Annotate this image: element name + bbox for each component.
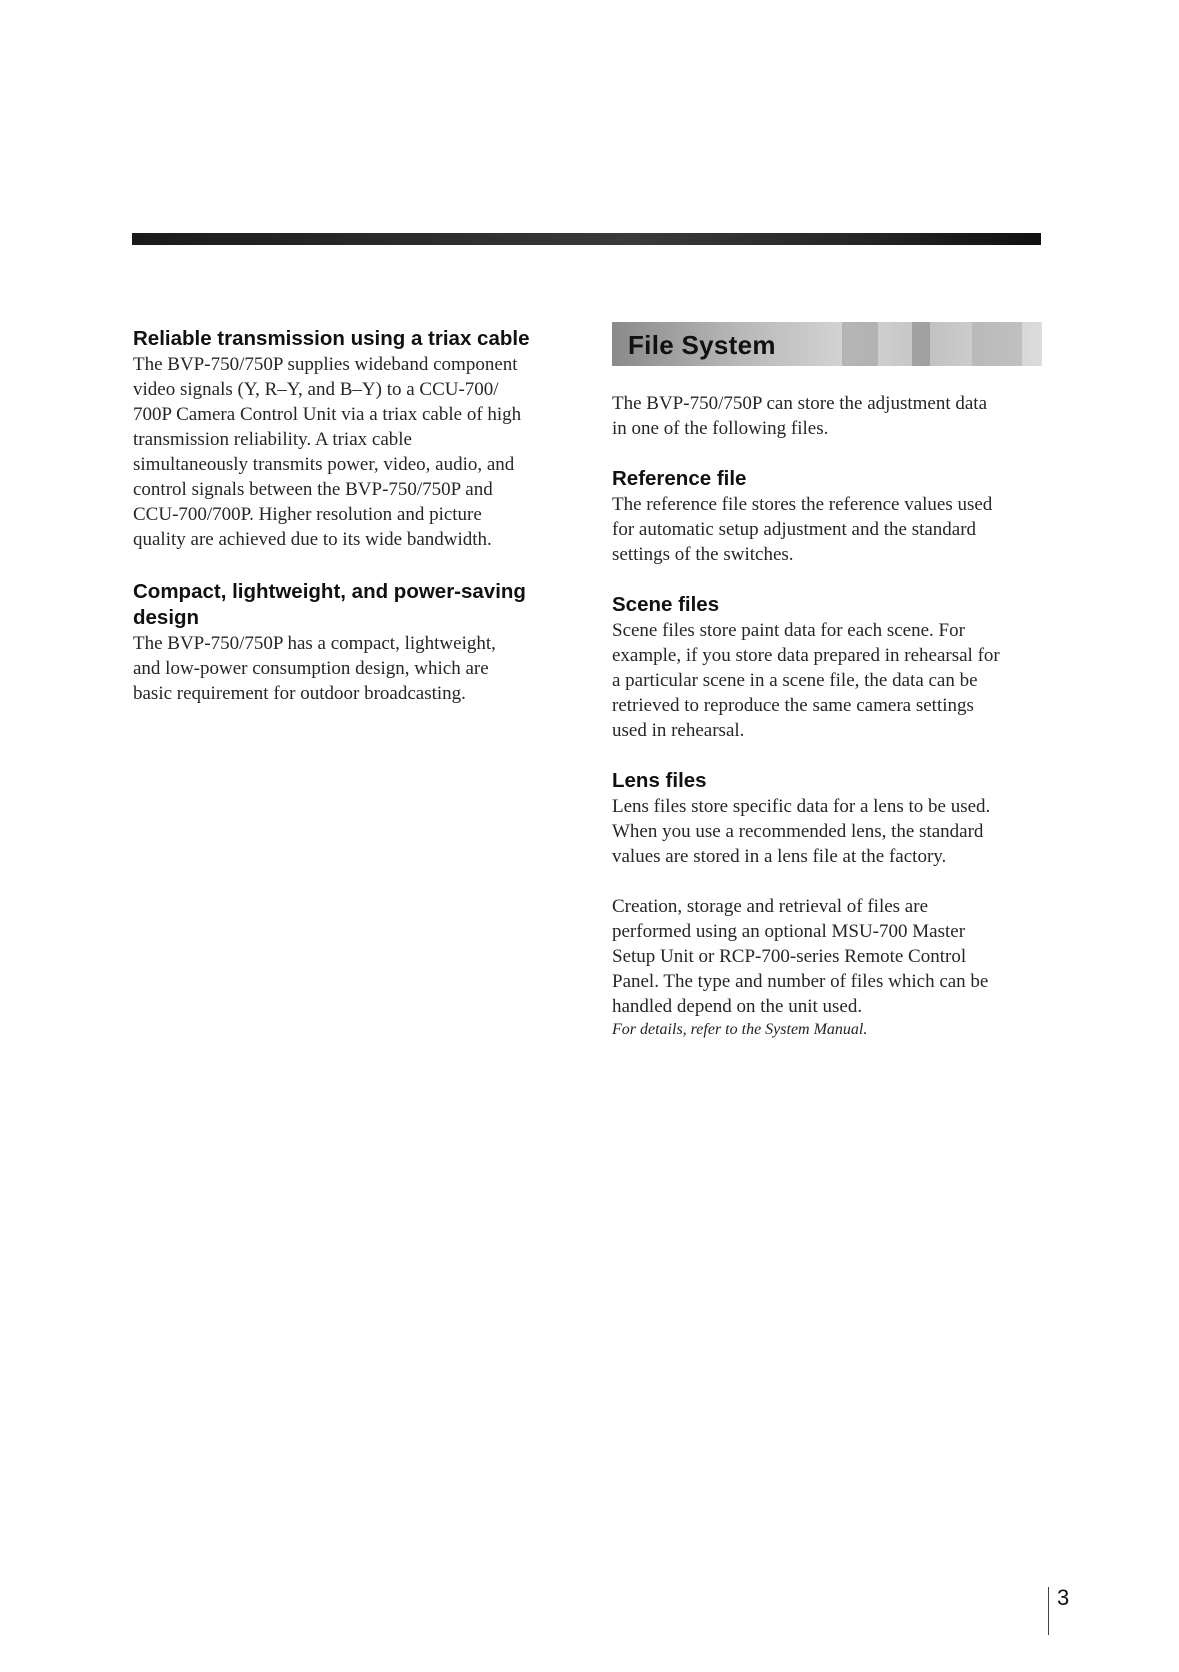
scene-files-paragraph: Scene files store paint data for each scene. For example, if you store data prepared in rehearsal for a particular scene in a scene file, the data can be retrieved to reproduce the same camera settings used in rehearsal.	[612, 620, 1000, 741]
triax-heading: Reliable transmission using a triax cable	[133, 327, 530, 350]
compact-paragraph: The BVP-750/750P has a compact, lightweight, and low-power consumption design, which are basic requirement for outdoor broadcasting.	[133, 633, 496, 704]
right-column	[612, 322, 1052, 1041]
compact-heading: Compact, lightweight, and power-saving design	[133, 580, 526, 629]
header-rule	[132, 233, 1041, 245]
reference-file-paragraph: The reference file stores the reference values used for automatic setup adjustment and the standard settings of the switches.	[612, 494, 993, 565]
left-column	[133, 326, 583, 706]
closing-paragraph: Creation, storage and retrieval of files are performed using an optional MSU-700 Master Setup Unit or RCP-700-series Remote Control Panel. The type and number of files which can be handled depend on the unit used.	[612, 896, 989, 1017]
page-number-rule	[1048, 1587, 1049, 1635]
triax-paragraph: The BVP-750/750P supplies wideband component video signals (Y, R–Y, and B–Y) to a CCU-700/ 700P Camera Control Unit via a triax cable of high transmission reliability. A triax cable simultaneously transmits power, video, audio, and control signals between the BVP-750/750P and CCU-700/700P. Higher resolution and picture quality are achieved due to its wide bandwidth.	[133, 354, 522, 550]
lens-files-section	[612, 768, 1052, 869]
triax-section	[133, 326, 583, 552]
scene-files-heading: Scene files	[612, 593, 720, 616]
reference-file-heading: Reference file	[612, 467, 747, 490]
compact-section	[133, 579, 583, 706]
lens-files-heading: Lens files	[612, 769, 707, 792]
scene-files-section	[612, 592, 1052, 743]
reference-file-section	[612, 466, 1052, 567]
file-system-intro: The BVP-750/750P can store the adjustment data in one of the following files.	[612, 393, 987, 439]
file-system-title: File System	[628, 330, 776, 360]
lens-files-paragraph: Lens files store specific data for a lens to be used. When you use a recommended lens, the standard values are stored in a lens file at the factory.	[612, 796, 991, 867]
page-number: 3	[1057, 1585, 1070, 1610]
reference-note: For details, refer to the System Manual.	[612, 1021, 868, 1038]
file-system-banner	[612, 322, 1042, 366]
